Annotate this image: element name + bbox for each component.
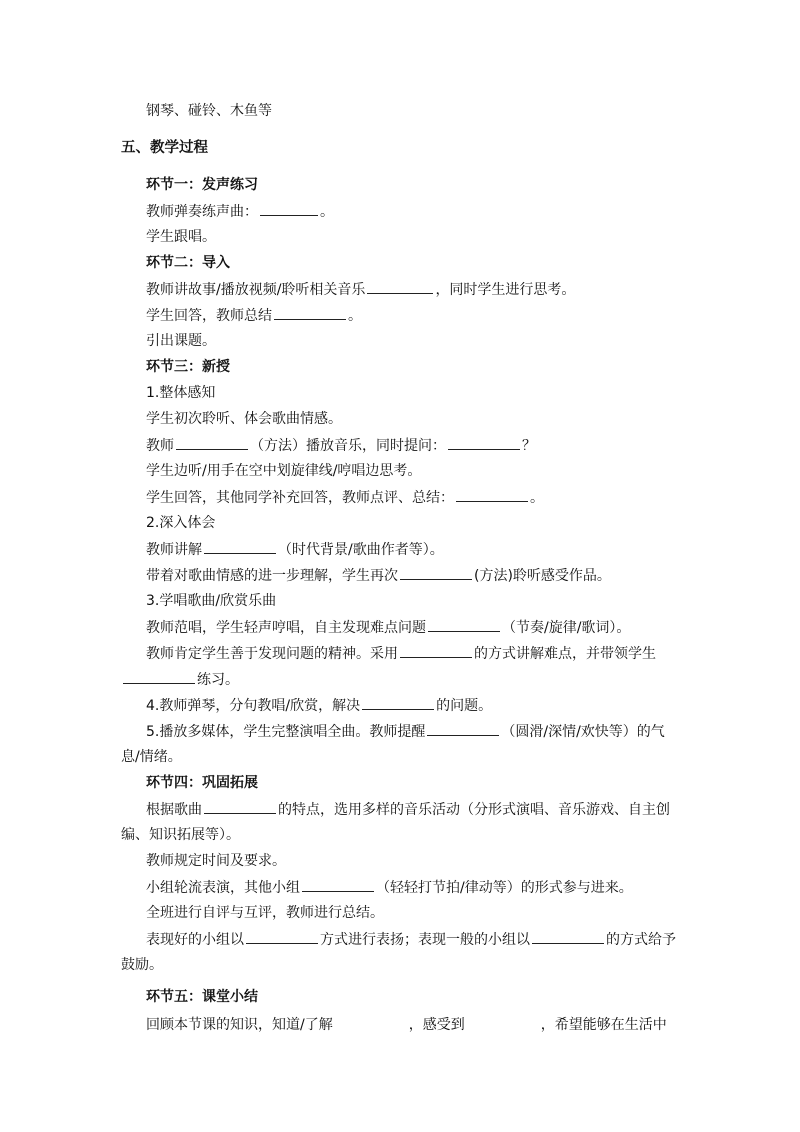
fill-blank xyxy=(302,877,374,892)
text: 教师弹奏练声曲： xyxy=(146,204,258,220)
fill-blank xyxy=(448,435,520,450)
stage4-line6 xyxy=(146,929,676,950)
stage3-sub2-title: 2.深入体会 xyxy=(146,515,216,531)
text: 根据歌曲 xyxy=(146,802,202,818)
stage3-sub1-line3: 学生边听/用手在空中划旋律线/哼唱边思考。 xyxy=(146,463,422,479)
text: （时代背景/歌曲作者等）。 xyxy=(278,542,444,558)
stage4-title: 环节四：巩固拓展 xyxy=(146,775,258,791)
text: （节奏/旋律/歌词）。 xyxy=(502,620,631,636)
stage2-line1 xyxy=(146,279,575,300)
text: 教师肯定学生善于发现问题的精神。采用 xyxy=(146,646,398,662)
text: ，感受到 xyxy=(408,1017,465,1033)
fill-blank xyxy=(427,721,499,736)
fill-blank xyxy=(176,435,248,450)
section-heading: 五、教学过程 xyxy=(121,140,208,156)
stage4-line5: 全班进行自评与互评，教师进行总结。 xyxy=(146,905,384,921)
text: 小组轮流表演，其他小组 xyxy=(146,880,300,896)
text: 教师范唱，学生轻声哼唱，自主发现难点问题 xyxy=(146,620,426,636)
fill-blank xyxy=(400,643,472,658)
fill-blank xyxy=(204,539,276,554)
fill-blank xyxy=(362,695,434,710)
text: 。 xyxy=(320,204,334,220)
text: 。 xyxy=(348,308,362,324)
fill-blank xyxy=(532,929,604,944)
stage3-sub3-line2 xyxy=(146,643,656,664)
text: 教师讲解 xyxy=(146,542,202,558)
fill-blank xyxy=(123,669,195,684)
text: 教师讲故事/播放视频/聆听相关音乐 xyxy=(146,282,366,298)
stage4-line3: 教师规定时间及要求。 xyxy=(146,853,286,869)
stage2-title: 环节二：导入 xyxy=(146,255,230,271)
fill-blank xyxy=(467,1015,539,1029)
fill-blank xyxy=(400,565,472,580)
text: 的方式给予 xyxy=(606,932,676,948)
text: 的方式讲解难点，并带领学生 xyxy=(474,646,656,662)
stage3-title: 环节三：新授 xyxy=(146,359,230,375)
stage4-line7: 鼓励。 xyxy=(121,957,163,973)
text: 。 xyxy=(530,490,544,506)
text: （方法）播放音乐，同时提问： xyxy=(250,438,446,454)
text: 学生回答，其他同学补充回答，教师点评、总结： xyxy=(146,490,454,506)
stage1-line1 xyxy=(146,201,334,222)
text: 方式进行表扬；表现一般的小组以 xyxy=(320,932,530,948)
fill-blank xyxy=(428,617,500,632)
materials-line: 钢琴、碰铃、木鱼等 xyxy=(146,103,272,119)
text: 表现好的小组以 xyxy=(146,932,244,948)
stage3-sub1-title: 1.整体感知 xyxy=(146,385,216,401)
stage4-line2: 编、知识拓展等）。 xyxy=(121,827,240,843)
text: 带着对歌曲情感的进一步理解，学生再次 xyxy=(146,568,398,584)
text: 练习。 xyxy=(197,672,239,688)
stage1-line2: 学生跟唱。 xyxy=(146,229,216,245)
stage1-title: 环节一：发声练习 xyxy=(146,177,258,193)
stage3-sub4 xyxy=(146,695,492,716)
stage3-sub3-line1 xyxy=(146,617,630,638)
stage3-sub2-line1 xyxy=(146,539,444,560)
fill-blank xyxy=(260,201,318,216)
text: 5.播放多媒体，学生完整演唱全曲。教师提醒 xyxy=(146,724,426,740)
text: 教师 xyxy=(146,438,174,454)
stage3-sub3-title: 3.学唱歌曲/欣赏乐曲 xyxy=(146,593,277,609)
fill-blank xyxy=(274,305,346,320)
text: 学生回答，教师总结 xyxy=(146,308,272,324)
text: 的问题。 xyxy=(436,698,493,714)
text: (方法)聆听感受作品。 xyxy=(474,568,611,584)
stage5-line1 xyxy=(146,1015,667,1035)
text: ？ xyxy=(522,438,536,454)
text: 4.教师弹琴，分句教唱/欣赏，解决 xyxy=(146,698,361,714)
stage2-line3: 引出课题。 xyxy=(146,333,216,349)
text: 回顾本节课的知识，知道/了解 xyxy=(146,1017,333,1033)
stage3-sub1-line1: 学生初次聆听、体会歌曲情感。 xyxy=(146,411,342,427)
stage2-line2 xyxy=(146,305,362,326)
stage3-sub1-line4 xyxy=(146,487,544,508)
fill-blank xyxy=(204,799,276,814)
stage3-sub1-line2 xyxy=(146,435,536,456)
stage4-line1 xyxy=(146,799,670,820)
text: ，同时学生进行思考。 xyxy=(435,282,576,298)
stage3-sub2-line2 xyxy=(146,565,611,586)
stage3-sub5-cont: 息/情绪。 xyxy=(121,749,182,765)
fill-blank xyxy=(456,487,528,502)
stage4-line4 xyxy=(146,877,633,898)
text: （圆滑/深情/欢快等）的气 xyxy=(501,724,665,740)
fill-blank xyxy=(367,279,433,294)
stage5-title: 环节五：课堂小结 xyxy=(146,989,258,1005)
text: ，希望能够在生活中 xyxy=(540,1017,667,1033)
text: 的特点，选用多样的音乐活动（分形式演唱、音乐游戏、自主创 xyxy=(278,802,670,818)
fill-blank xyxy=(246,929,318,944)
text: （轻轻打节拍/律动等）的形式参与进来。 xyxy=(376,880,633,896)
stage3-sub5 xyxy=(146,721,665,742)
fill-blank xyxy=(335,1015,407,1029)
stage3-sub3-line3 xyxy=(121,669,239,690)
